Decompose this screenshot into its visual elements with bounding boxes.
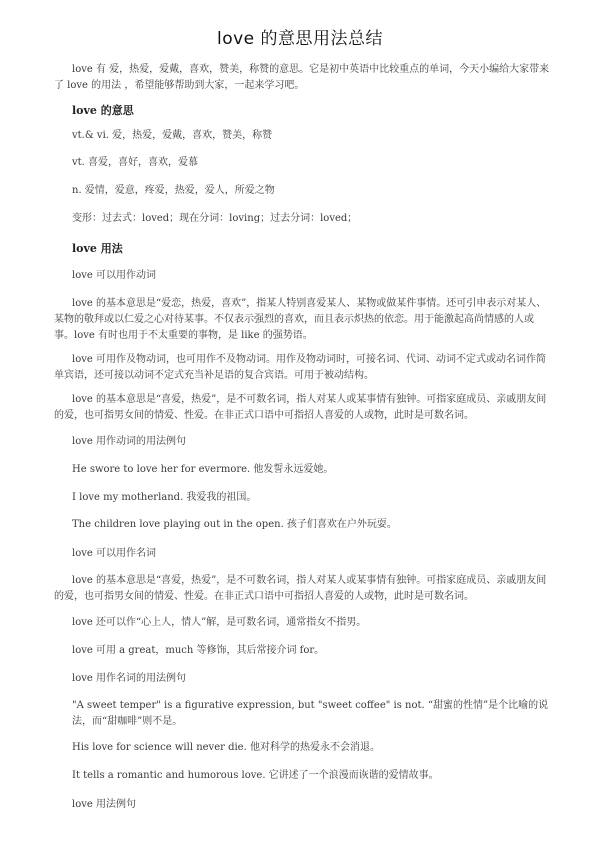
usage-noun-heading: love 可以用作名词 [72,548,156,559]
noun-example-1: "A sweet temper" is a figurative expression, but "sweet coffee" is not. “甜蜜的性情”是个比喻的说法，而“甜咖啡”则不是。 [72,700,549,727]
verb-example-1: He swore to love her for evermore. 他发誓永远爱她。 [72,464,334,475]
usage-verb-paragraph-2: love 可用作及物动词，也可用作不及物动词。用作及物动词时，可接名词、代词、动词不定式或动名词作简单宾语，还可接以动词不定式充当补足语的复合宾语。可用于被动结构。 [54,354,546,381]
noun-examples-heading: love 用作名词的用法例句 [72,673,186,684]
verb-example-3: The children love playing out in the open. 孩子们喜欢在户外玩耍。 [72,519,397,530]
verb-examples-heading: love 用作动词的用法例句 [72,436,186,447]
usage-verb-paragraph-3: love 的基本意思是“喜爱，热爱”，是不可数名词，指人对某人或某事情有独钟。可指家庭成员、亲戚朋友间的爱，也可指男女间的情爱、性爱。在非正式口语中可指招人喜爱的人或物，此时是可数名词。 [54,394,547,421]
usage-examples-heading: love 用法例句 [72,799,136,810]
meaning-n: n. 爱情，爱意，疼爱，热爱，爱人，所爱之物 [72,185,275,196]
noun-example-2: His love for science will never die. 他对科学的热爱永不会消退。 [72,742,380,753]
usage-verb-heading: love 可以用作动词 [72,270,156,281]
usage-noun-paragraph-1: love 的基本意思是“喜爱，热爱”，是不可数名词，指人对某人或某事情有独钟。可指家庭成员、亲戚朋友间的爱，也可指男女间的情爱、性爱。在非正式口语中可指招人喜爱的人或物，此时是可数名词。 [54,575,547,602]
meaning-vt: vt. 喜爱，喜好，喜欢，爱慕 [72,157,199,168]
word-forms: 变形：过去式：loved；现在分词：loving；过去分词：loved； [72,213,358,224]
verb-example-2: I love my motherland. 我爱我的祖国。 [72,492,257,503]
usage-noun-paragraph-3: love 可用 a great，much 等修饰，其后常接介词 for。 [72,645,325,656]
page-title: love 的意思用法总结 [216,29,384,49]
meaning-vt-vi: vt.& vi. 爱，热爱，爱戴，喜欢，赞美，称赞 [72,130,273,141]
noun-example-3: It tells a romantic and humorous love. 它讲述了一个浪漫而诙谐的爱情故事。 [72,770,439,781]
section-heading-meaning: love 的意思 [72,104,134,117]
usage-noun-paragraph-2: love 还可以作“心上人，情人”解，是可数名词，通常指女不指男。 [72,617,367,628]
usage-verb-paragraph-1: love 的基本意思是“爱恋，热爱，喜欢”，指某人特别喜爱某人、某物或做某件事情。还可引申表示对某人、某物的敬拜或以仁爱之心对待某事。不仅表示强烈的喜欢，而且表示炽热的依恋。用于能激起高尚情感的人或事。love 有时也用于不太重要的事物，是 like 的强势语。 [54,298,547,341]
section-heading-usage: love 用法 [72,242,123,255]
intro-paragraph: love 有 爱，热爱，爱戴，喜欢，赞美，称赞的意思。它是初中英语中比较重点的单词，今天小编给大家带来了 love 的用法 ，希望能够帮助到大家，一起来学习吧。 [54,64,550,91]
